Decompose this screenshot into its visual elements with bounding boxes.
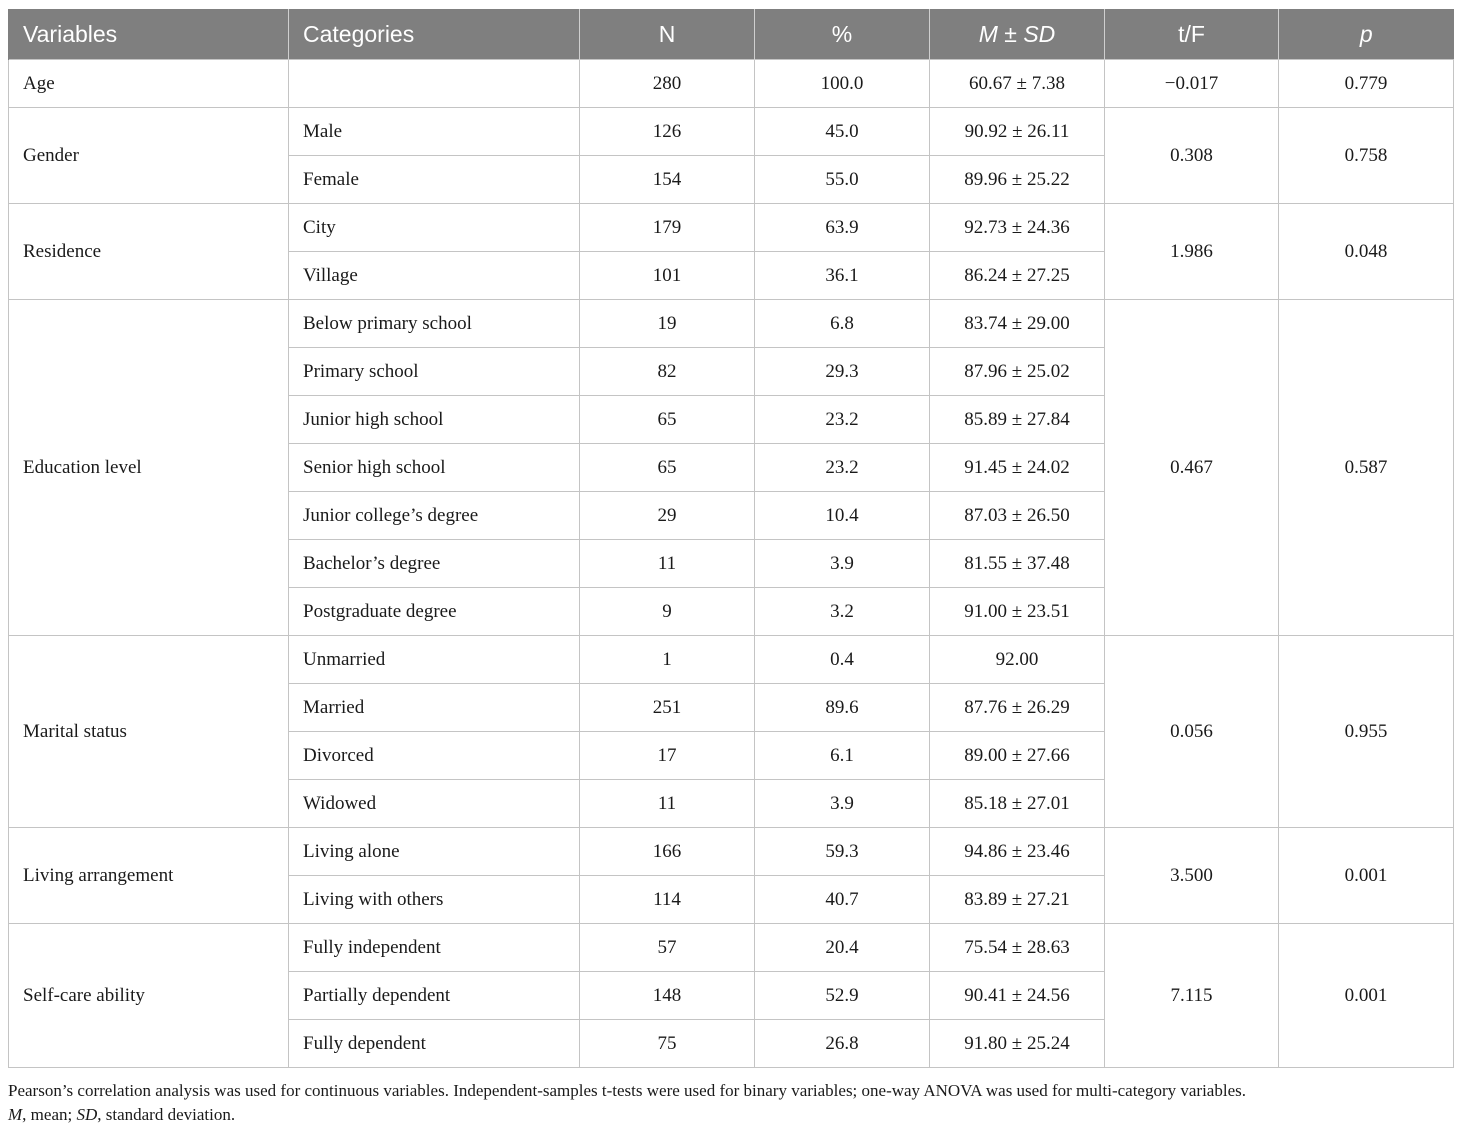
percent-cell: 23.2 <box>755 444 930 492</box>
p-value-cell: 0.779 <box>1279 60 1454 108</box>
table-row <box>9 828 1454 876</box>
category-cell: Primary school <box>289 348 580 396</box>
table-body <box>9 60 1454 1068</box>
n-cell: 17 <box>580 732 755 780</box>
mean-sd-cell: 75.54 ± 28.63 <box>930 924 1105 972</box>
t-f-cell: 0.467 <box>1105 300 1279 636</box>
header-categories: Categories <box>289 9 580 60</box>
header-sd-label: SD <box>1023 20 1056 47</box>
category-cell <box>289 60 580 108</box>
header-p <box>1279 9 1454 60</box>
category-cell: Junior college’s degree <box>289 492 580 540</box>
mean-sd-cell: 87.76 ± 26.29 <box>930 684 1105 732</box>
n-cell: 9 <box>580 588 755 636</box>
mean-sd-cell: 90.41 ± 24.56 <box>930 972 1105 1020</box>
header-p-label: p <box>1359 20 1373 47</box>
variable-cell: Marital status <box>9 636 289 828</box>
category-cell: Unmarried <box>289 636 580 684</box>
variable-cell: Age <box>9 60 289 108</box>
t-f-cell: 0.056 <box>1105 636 1279 828</box>
n-cell: 114 <box>580 876 755 924</box>
percent-cell: 26.8 <box>755 1020 930 1068</box>
mean-sd-cell: 92.00 <box>930 636 1105 684</box>
percent-cell: 3.9 <box>755 780 930 828</box>
n-cell: 126 <box>580 108 755 156</box>
header-t-f: t/F <box>1105 9 1279 60</box>
category-cell: Living alone <box>289 828 580 876</box>
percent-cell: 52.9 <box>755 972 930 1020</box>
footnote-m-abbr: M <box>8 1105 23 1124</box>
percent-cell: 100.0 <box>755 60 930 108</box>
n-cell: 82 <box>580 348 755 396</box>
header-mean-label: M <box>978 20 998 47</box>
percent-cell: 23.2 <box>755 396 930 444</box>
n-cell: 11 <box>580 780 755 828</box>
footnote-abbreviations <box>8 1103 1448 1127</box>
category-cell: Divorced <box>289 732 580 780</box>
mean-sd-cell: 91.45 ± 24.02 <box>930 444 1105 492</box>
demographics-table <box>8 9 1454 1068</box>
p-value-cell: 0.048 <box>1279 204 1454 300</box>
percent-cell: 3.9 <box>755 540 930 588</box>
percent-cell: 6.8 <box>755 300 930 348</box>
p-value-cell: 0.587 <box>1279 300 1454 636</box>
table-row <box>9 108 1454 156</box>
mean-sd-cell: 92.73 ± 24.36 <box>930 204 1105 252</box>
category-cell: Living with others <box>289 876 580 924</box>
footnote-sd-def: , standard deviation. <box>97 1105 236 1124</box>
category-cell: Junior high school <box>289 396 580 444</box>
n-cell: 166 <box>580 828 755 876</box>
mean-sd-cell: 60.67 ± 7.38 <box>930 60 1105 108</box>
mean-sd-cell: 81.55 ± 37.48 <box>930 540 1105 588</box>
p-value-cell: 0.001 <box>1279 828 1454 924</box>
mean-sd-cell: 94.86 ± 23.46 <box>930 828 1105 876</box>
footnote-methods: Pearson’s correlation analysis was used for continuous variables. Independent-samples t-tests were used for binary variables; one-way ANOVA was used for multi-category variables. <box>8 1081 1246 1100</box>
n-cell: 75 <box>580 1020 755 1068</box>
table-row <box>9 204 1454 252</box>
percent-cell: 55.0 <box>755 156 930 204</box>
n-cell: 154 <box>580 156 755 204</box>
t-f-cell: 3.500 <box>1105 828 1279 924</box>
t-f-cell: 1.986 <box>1105 204 1279 300</box>
mean-sd-cell: 90.92 ± 26.11 <box>930 108 1105 156</box>
n-cell: 179 <box>580 204 755 252</box>
t-f-cell: 0.308 <box>1105 108 1279 204</box>
category-cell: Below primary school <box>289 300 580 348</box>
category-cell: Male <box>289 108 580 156</box>
p-value-cell: 0.758 <box>1279 108 1454 204</box>
footnote-m-def: , mean; <box>22 1105 77 1124</box>
mean-sd-cell: 85.89 ± 27.84 <box>930 396 1105 444</box>
category-cell: Married <box>289 684 580 732</box>
p-value-cell: 0.955 <box>1279 636 1454 828</box>
category-cell: Fully independent <box>289 924 580 972</box>
category-cell: Female <box>289 156 580 204</box>
category-cell: Partially dependent <box>289 972 580 1020</box>
mean-sd-cell: 87.96 ± 25.02 <box>930 348 1105 396</box>
table-row <box>9 924 1454 972</box>
t-f-cell: 7.115 <box>1105 924 1279 1068</box>
mean-sd-cell: 83.89 ± 27.21 <box>930 876 1105 924</box>
percent-cell: 3.2 <box>755 588 930 636</box>
category-cell: City <box>289 204 580 252</box>
p-value-cell: 0.001 <box>1279 924 1454 1068</box>
n-cell: 65 <box>580 396 755 444</box>
n-cell: 19 <box>580 300 755 348</box>
mean-sd-cell: 86.24 ± 27.25 <box>930 252 1105 300</box>
percent-cell: 40.7 <box>755 876 930 924</box>
n-cell: 280 <box>580 60 755 108</box>
category-cell: Widowed <box>289 780 580 828</box>
header-variables: Variables <box>9 9 289 60</box>
percent-cell: 36.1 <box>755 252 930 300</box>
n-cell: 11 <box>580 540 755 588</box>
header-mean-sd <box>930 9 1105 60</box>
header-row <box>9 9 1454 60</box>
t-f-cell: −0.017 <box>1105 60 1279 108</box>
percent-cell: 45.0 <box>755 108 930 156</box>
percent-cell: 89.6 <box>755 684 930 732</box>
table-row <box>9 636 1454 684</box>
footnote-sd-abbr: SD <box>76 1105 98 1124</box>
category-cell: Senior high school <box>289 444 580 492</box>
percent-cell: 59.3 <box>755 828 930 876</box>
mean-sd-cell: 89.96 ± 25.22 <box>930 156 1105 204</box>
category-cell: Bachelor’s degree <box>289 540 580 588</box>
header-plus-minus: ± <box>997 20 1024 47</box>
percent-cell: 6.1 <box>755 732 930 780</box>
percent-cell: 0.4 <box>755 636 930 684</box>
variable-cell: Self-care ability <box>9 924 289 1068</box>
percent-cell: 63.9 <box>755 204 930 252</box>
header-n: N <box>580 9 755 60</box>
percent-cell: 29.3 <box>755 348 930 396</box>
variable-cell: Living arrangement <box>9 828 289 924</box>
variable-cell: Education level <box>9 300 289 636</box>
n-cell: 101 <box>580 252 755 300</box>
n-cell: 29 <box>580 492 755 540</box>
category-cell: Village <box>289 252 580 300</box>
variable-cell: Residence <box>9 204 289 300</box>
n-cell: 1 <box>580 636 755 684</box>
variable-cell: Gender <box>9 108 289 204</box>
mean-sd-cell: 83.74 ± 29.00 <box>930 300 1105 348</box>
header-percent: % <box>755 9 930 60</box>
mean-sd-cell: 87.03 ± 26.50 <box>930 492 1105 540</box>
percent-cell: 20.4 <box>755 924 930 972</box>
table-row <box>9 60 1454 108</box>
percent-cell: 10.4 <box>755 492 930 540</box>
category-cell: Fully dependent <box>289 1020 580 1068</box>
mean-sd-cell: 91.80 ± 25.24 <box>930 1020 1105 1068</box>
n-cell: 251 <box>580 684 755 732</box>
n-cell: 148 <box>580 972 755 1020</box>
mean-sd-cell: 91.00 ± 23.51 <box>930 588 1105 636</box>
table-row <box>9 300 1454 348</box>
mean-sd-cell: 89.00 ± 27.66 <box>930 732 1105 780</box>
n-cell: 65 <box>580 444 755 492</box>
table-footnote <box>8 1079 1448 1127</box>
category-cell: Postgraduate degree <box>289 588 580 636</box>
mean-sd-cell: 85.18 ± 27.01 <box>930 780 1105 828</box>
n-cell: 57 <box>580 924 755 972</box>
